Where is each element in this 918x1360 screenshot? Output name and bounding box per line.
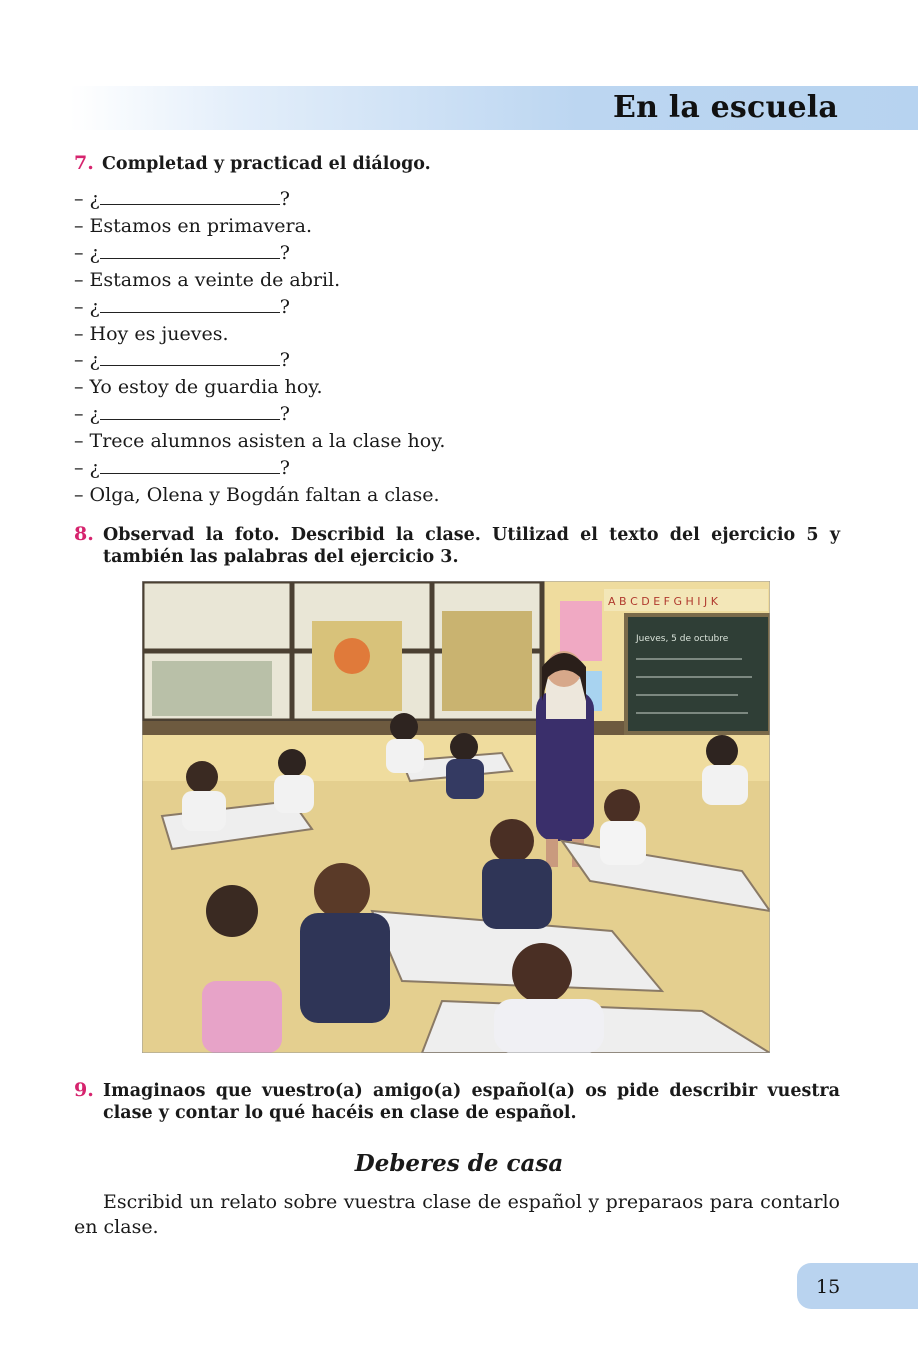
dialogue-question: – ¿ ? <box>74 457 290 480</box>
exercise-instruction: Observad la foto. Describid la clase. Utilizad el texto del ejercicio 5 y también las palabras del ejercicio 3. <box>103 525 840 567</box>
exercise-8 <box>74 523 840 568</box>
exercise-instruction: Imaginaos que vuestro(a) amigo(a) español(a) os pide describir vuestra clase y contar lo qué hacéis en clase de español. <box>103 1081 840 1123</box>
answer-blank[interactable] <box>100 294 280 313</box>
exercise-7 <box>74 152 840 175</box>
dialogue-question: – ¿ ? <box>74 295 290 318</box>
dialogue-answer: – Estamos en primavera. <box>74 214 312 237</box>
dialogue-question: – ¿ ? <box>74 241 290 264</box>
page-number: 15 <box>816 1276 841 1298</box>
homework-text: Escribid un relato sobre vuestra clase de español y preparaos para contarlo en clase. <box>74 1191 840 1238</box>
dialogue-answer: – Estamos a veinte de abril. <box>74 268 341 291</box>
answer-blank[interactable] <box>100 240 280 259</box>
dialogue-answer: – Hoy es jueves. <box>74 322 229 345</box>
answer-blank[interactable] <box>100 401 280 420</box>
exercise-number: 8. <box>74 523 94 545</box>
dialogue-question: – ¿ ? <box>74 349 290 372</box>
section-title: En la escuela <box>613 90 838 125</box>
dialogue <box>74 186 574 509</box>
blackboard-text: Jueves, 5 de octubre <box>636 634 729 644</box>
answer-blank[interactable] <box>100 186 280 205</box>
exercise-number: 9. <box>74 1079 94 1101</box>
answer-blank[interactable] <box>100 455 280 474</box>
classroom-photo <box>142 581 770 1053</box>
exercise-instruction: Completad y practicad el diálogo. <box>102 154 431 174</box>
dialogue-answer: – Trece alumnos asisten a la clase hoy. <box>74 430 446 453</box>
dialogue-answer: – Yo estoy de guardia hoy. <box>74 376 323 399</box>
exercise-9 <box>74 1079 840 1124</box>
dialogue-question: – ¿ ? <box>74 188 290 210</box>
exercise-number: 7. <box>74 152 94 174</box>
answer-blank[interactable] <box>100 347 280 366</box>
dialogue-answer: – Olga, Olena y Bogdán faltan a clase. <box>74 483 440 506</box>
homework-title: Deberes de casa <box>354 1150 564 1177</box>
alphabet-strip: A B C D E F G H I J K <box>608 595 718 608</box>
dialogue-question: – ¿ ? <box>74 403 290 426</box>
